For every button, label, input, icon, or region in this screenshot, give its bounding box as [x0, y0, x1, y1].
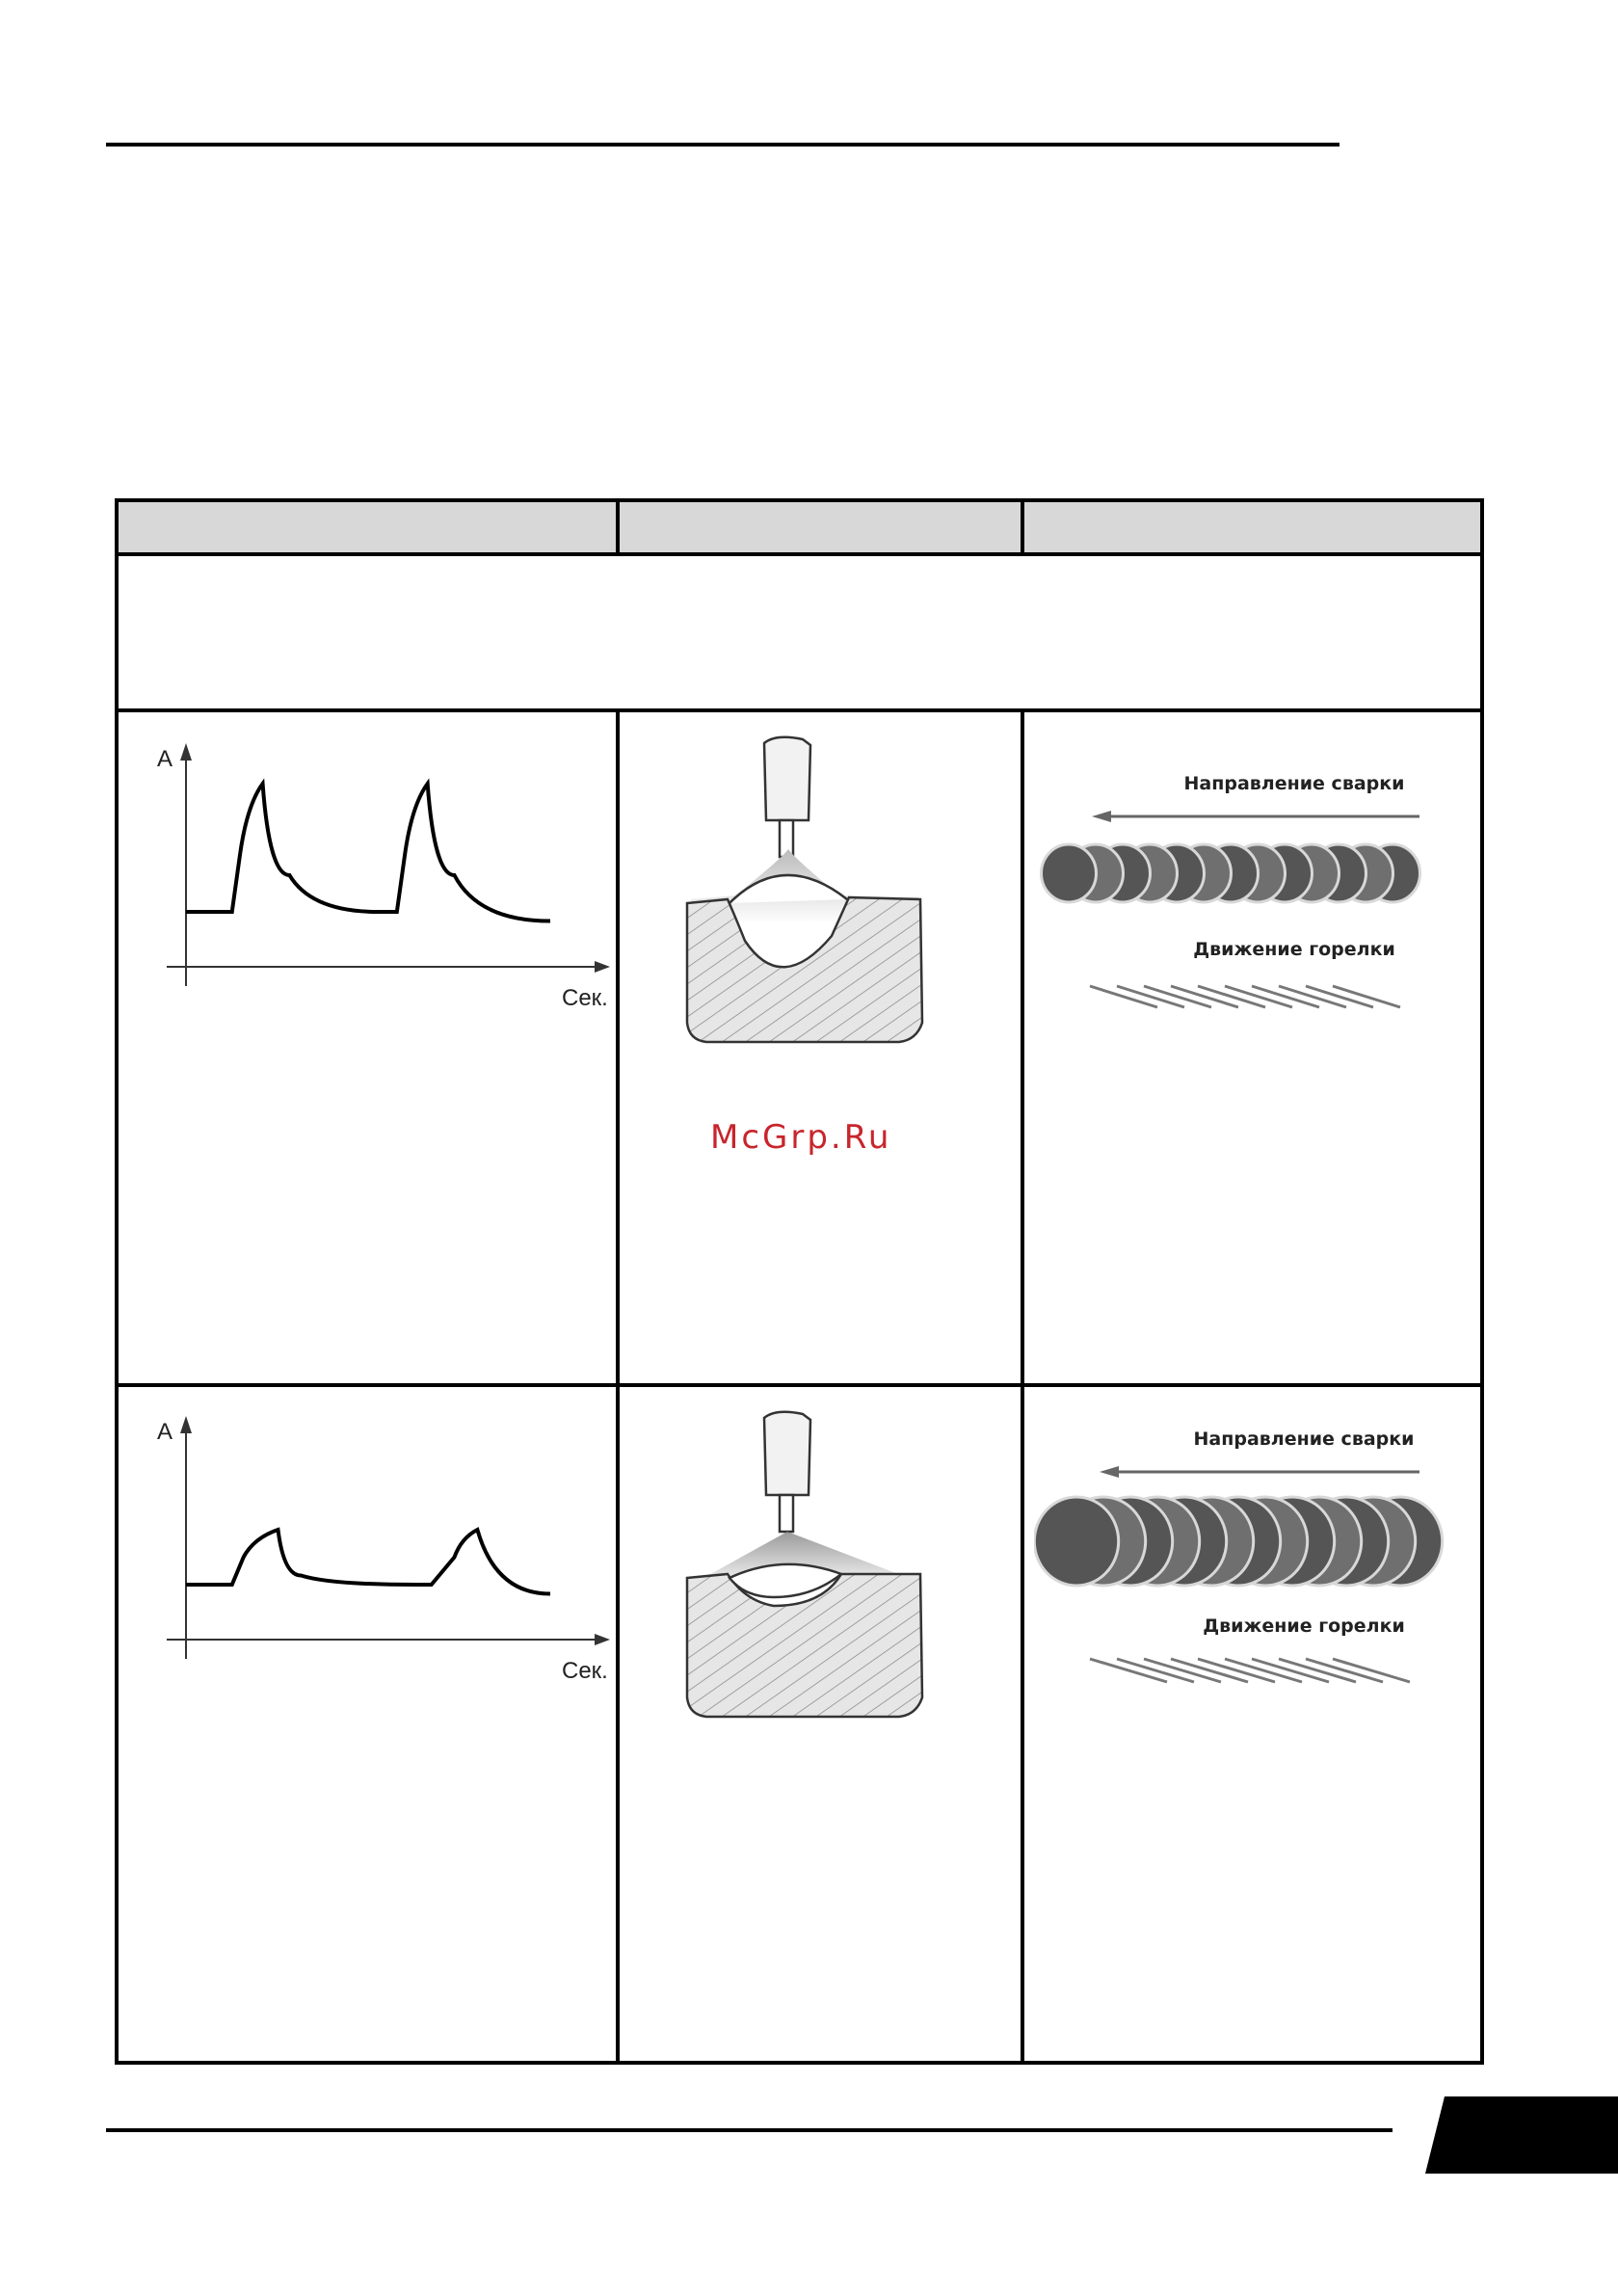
pulse-graph-2-svg: [128, 1399, 610, 1688]
header-col-divider-1: [616, 502, 620, 556]
y-axis-label: A: [157, 746, 173, 772]
weld-puddle-1: [668, 734, 976, 1061]
weld-bead-panel-1: [1034, 762, 1477, 1013]
weld-bead-ripples: [1042, 844, 1420, 902]
weld-bead-ripples: [1034, 1497, 1442, 1586]
header-divider: [119, 552, 1480, 556]
page-number-tab: [1425, 2096, 1618, 2174]
torch-motion-label: Движение горелки: [1193, 939, 1395, 960]
torch-zigzag-icon: [1090, 986, 1400, 1007]
section-divider: [119, 708, 1480, 712]
y-axis-label: A: [157, 1419, 173, 1445]
bottom-rule: [106, 2128, 1393, 2132]
row-divider: [119, 1383, 1480, 1387]
weld-bead-panel-2: [1034, 1418, 1477, 1688]
header-col-divider-2: [1021, 502, 1024, 556]
weld-direction-label: Направление сварки: [1183, 773, 1405, 794]
watermark: McGrp.Ru: [710, 1118, 892, 1157]
x-axis-label: Сек.: [562, 1658, 608, 1684]
pulse-graph-2: [128, 1399, 610, 1688]
pulse-graph-1-svg: [128, 726, 610, 1015]
weld-puddle-2: [668, 1408, 976, 1736]
table-header-row: [119, 502, 1480, 556]
col-divider-1: [616, 708, 620, 2061]
series-line: [186, 1530, 550, 1594]
shallow-weld-crater-icon: [668, 1408, 976, 1736]
series-line: [186, 784, 550, 921]
weld-direction-label: Направление сварки: [1193, 1428, 1415, 1450]
torch-zigzag-icon: [1090, 1659, 1410, 1682]
welding-modes-table: [115, 498, 1484, 2065]
x-axis-label: Сек.: [562, 985, 608, 1011]
col-divider-2: [1021, 708, 1024, 2061]
weld-bead-svg-1: [1034, 762, 1477, 1013]
top-rule: [106, 143, 1339, 147]
bead-ripple: [1034, 1497, 1118, 1586]
deep-weld-crater-icon: [668, 734, 976, 1061]
torch-motion-label: Движение горелки: [1203, 1615, 1405, 1637]
bead-ripple: [1042, 844, 1097, 902]
pulse-graph-1: [128, 726, 610, 1015]
weld-bead-svg-2: [1034, 1418, 1477, 1688]
